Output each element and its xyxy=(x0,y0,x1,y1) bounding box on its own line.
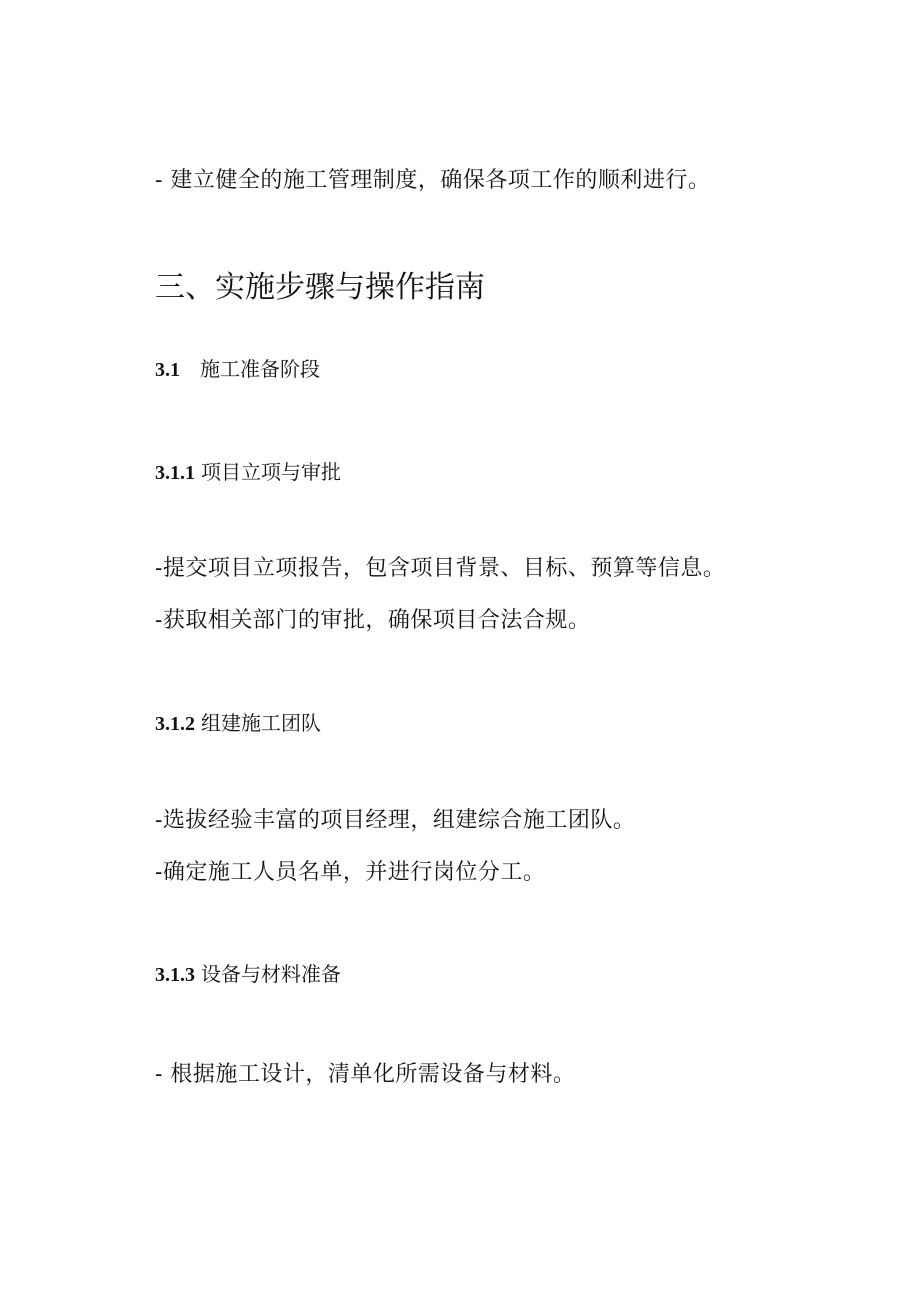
item-title: 组建施工团队 xyxy=(201,711,321,735)
item-number: 3.1.1 xyxy=(155,462,195,484)
item-heading xyxy=(155,711,321,736)
item-number: 3.1.3 xyxy=(155,964,195,986)
intro-bullet: - 建立健全的施工管理制度，确保各项工作的顺利进行。 xyxy=(155,168,711,193)
bullet-item: -选拔经验丰富的项目经理，组建综合施工团队。 xyxy=(155,808,636,833)
subsection-heading xyxy=(155,357,320,382)
bullet-item: -提交项目立项报告，包含项目背景、目标、预算等信息。 xyxy=(155,556,726,581)
item-title: 设备与材料准备 xyxy=(201,962,341,986)
bullet-item: -确定施工人员名单，并进行岗位分工。 xyxy=(155,860,546,885)
subsection-title: 施工准备阶段 xyxy=(200,357,320,381)
section-title: 三、实施步骤与操作指南 xyxy=(155,270,485,305)
item-title: 项目立项与审批 xyxy=(201,460,341,484)
bullet-item: -获取相关部门的审批，确保项目合法合规。 xyxy=(155,608,591,633)
item-heading xyxy=(155,460,341,485)
bullet-item: - 根据施工设计，清单化所需设备与材料。 xyxy=(155,1062,576,1087)
item-number: 3.1.2 xyxy=(155,713,195,735)
item-heading xyxy=(155,962,341,987)
subsection-number: 3.1 xyxy=(155,359,180,381)
